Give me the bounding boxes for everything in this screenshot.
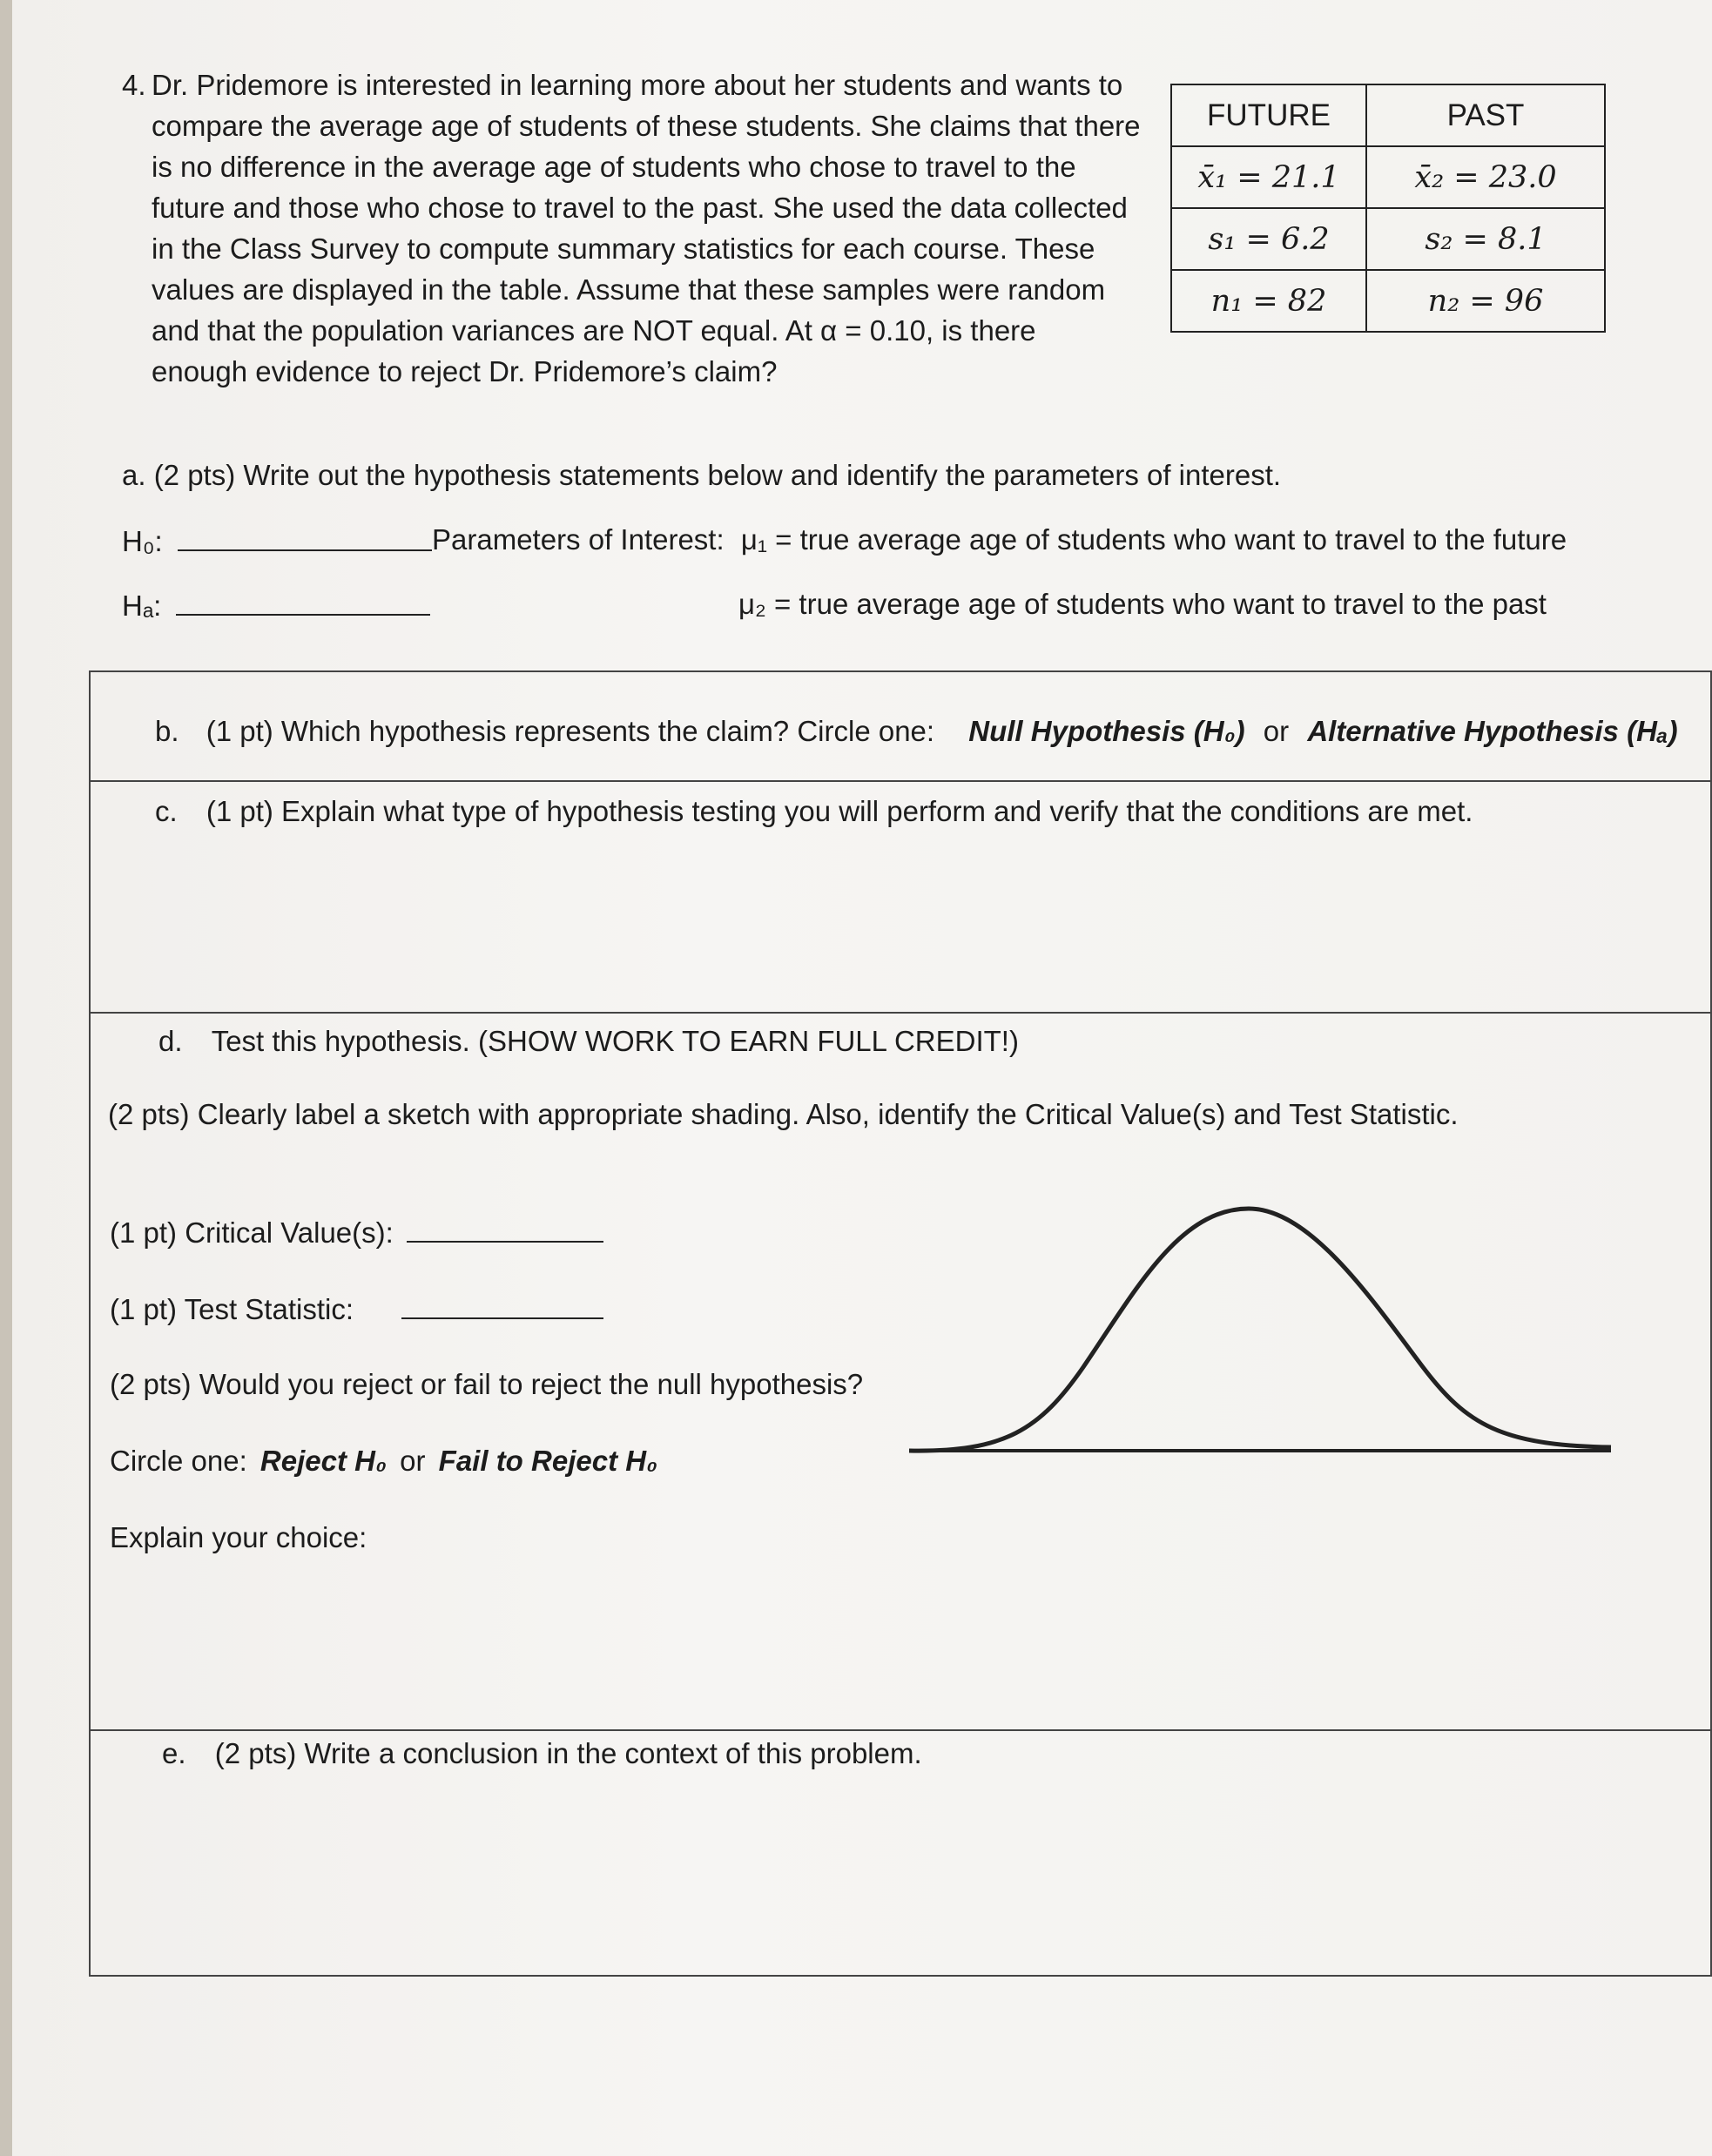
test-statistic-label: (1 pt) Test Statistic: bbox=[110, 1293, 354, 1325]
params-label: Parameters of Interest: bbox=[432, 523, 725, 556]
table-cell-mean-2: x̄₂ = 23.0 bbox=[1366, 146, 1605, 208]
divider-c-d bbox=[89, 1012, 1710, 1014]
divider-b-c bbox=[89, 780, 1710, 782]
table-cell-mean-1: x̄₁ = 21.1 bbox=[1171, 146, 1366, 208]
ha-row bbox=[122, 585, 430, 626]
normal-curve-sketch[interactable] bbox=[900, 1193, 1623, 1472]
part-c-letter: c. bbox=[155, 795, 178, 827]
divider-d-e bbox=[89, 1729, 1710, 1731]
part-a-prompt: a. (2 pts) Write out the hypothesis statements below and identify the parameters of interest. bbox=[122, 459, 1282, 491]
part-e-letter: e. bbox=[162, 1737, 186, 1769]
test-statistic-blank[interactable] bbox=[401, 1317, 603, 1319]
summary-stats-table bbox=[1170, 84, 1606, 333]
h0-label: H₀: bbox=[122, 525, 163, 557]
problem-line: enough evidence to reject Dr. Pridemore’s claim? bbox=[152, 355, 778, 387]
circle-one-or: or bbox=[400, 1445, 426, 1477]
table-cell-n-1: n₁ = 82 bbox=[1171, 270, 1366, 332]
problem-line: compare the average age of students of these students. She claims that there bbox=[152, 110, 1141, 142]
problem-line: values are displayed in the table. Assume that these samples were random bbox=[152, 273, 1106, 306]
part-b-or: or bbox=[1263, 715, 1290, 747]
mu1-definition: μ₁ = true average age of students who want to travel to the future bbox=[740, 523, 1567, 556]
ha-answer-blank[interactable] bbox=[176, 614, 430, 616]
table-cell-sd-1: s₁ = 6.2 bbox=[1171, 208, 1366, 270]
part-d-prompt: Test this hypothesis. (SHOW WORK TO EARN FULL CREDIT!) bbox=[211, 1025, 1019, 1057]
null-hypothesis-option[interactable]: Null Hypothesis (H₀) bbox=[968, 715, 1245, 747]
table-header-past: PAST bbox=[1366, 84, 1605, 146]
problem-text bbox=[152, 64, 1141, 392]
problem-number: 4. bbox=[122, 69, 146, 101]
part-c-answer-area[interactable] bbox=[108, 841, 1693, 998]
ha-label: Hₐ: bbox=[122, 590, 162, 622]
part-b-letter: b. bbox=[155, 715, 179, 747]
bell-curve bbox=[909, 1209, 1611, 1451]
part-d-row bbox=[158, 1021, 1019, 1061]
reject-question: (2 pts) Would you reject or fail to reject the null hypothesis? bbox=[110, 1368, 864, 1400]
critical-value-label: (1 pt) Critical Value(s): bbox=[110, 1216, 394, 1249]
problem-line: and that the population variances are NOT equal. At α = 0.10, is there bbox=[152, 314, 1036, 347]
part-b-row bbox=[155, 711, 1678, 751]
table-header-future: FUTURE bbox=[1171, 84, 1366, 146]
alternative-hypothesis-option[interactable]: Alternative Hypothesis (Hₐ) bbox=[1307, 715, 1678, 747]
part-c-row bbox=[155, 791, 1473, 832]
mu2-definition: μ₂ = true average age of students who want to travel to the past bbox=[738, 588, 1547, 620]
h0-row bbox=[122, 521, 432, 562]
h0-answer-blank[interactable] bbox=[178, 549, 432, 551]
part-e-prompt: (2 pts) Write a conclusion in the context of this problem. bbox=[214, 1737, 922, 1769]
part-e-answer-area[interactable] bbox=[108, 1785, 1693, 1959]
circle-one-row bbox=[110, 1440, 657, 1481]
critical-value-row bbox=[110, 1212, 603, 1253]
problem-line: is no difference in the average age of students who chose to travel to the bbox=[152, 151, 1076, 183]
table-cell-n-2: n₂ = 96 bbox=[1366, 270, 1605, 332]
critical-value-blank[interactable] bbox=[407, 1241, 603, 1243]
problem-line: in the Class Survey to compute summary statistics for each course. These bbox=[152, 232, 1095, 265]
problem-line: future and those who chose to travel to the past. She used the data collected bbox=[152, 192, 1128, 224]
explain-label: Explain your choice: bbox=[110, 1521, 367, 1553]
params-row-1 bbox=[432, 519, 1567, 560]
explain-answer-area[interactable] bbox=[108, 1567, 1693, 1721]
circle-one-label: Circle one: bbox=[110, 1445, 247, 1477]
fail-to-reject-option[interactable]: Fail to Reject H₀ bbox=[438, 1445, 658, 1477]
part-c-prompt: (1 pt) Explain what type of hypothesis testing you will perform and verify that the conditions are met. bbox=[206, 795, 1473, 827]
part-b-prompt: (1 pt) Which hypothesis represents the claim? Circle one: bbox=[206, 715, 935, 747]
worksheet-page bbox=[12, 0, 1712, 2156]
part-e-row bbox=[162, 1733, 922, 1774]
problem-line: Dr. Pridemore is interested in learning more about her students and wants to bbox=[152, 69, 1123, 101]
test-statistic-row bbox=[110, 1289, 603, 1330]
sketch-prompt: (2 pts) Clearly label a sketch with appropriate shading. Also, identify the Critical Value(s) and Test Statistic. bbox=[108, 1098, 1459, 1130]
part-d-letter: d. bbox=[158, 1025, 183, 1057]
reject-option[interactable]: Reject H₀ bbox=[259, 1445, 387, 1477]
table-cell-sd-2: s₂ = 8.1 bbox=[1366, 208, 1605, 270]
